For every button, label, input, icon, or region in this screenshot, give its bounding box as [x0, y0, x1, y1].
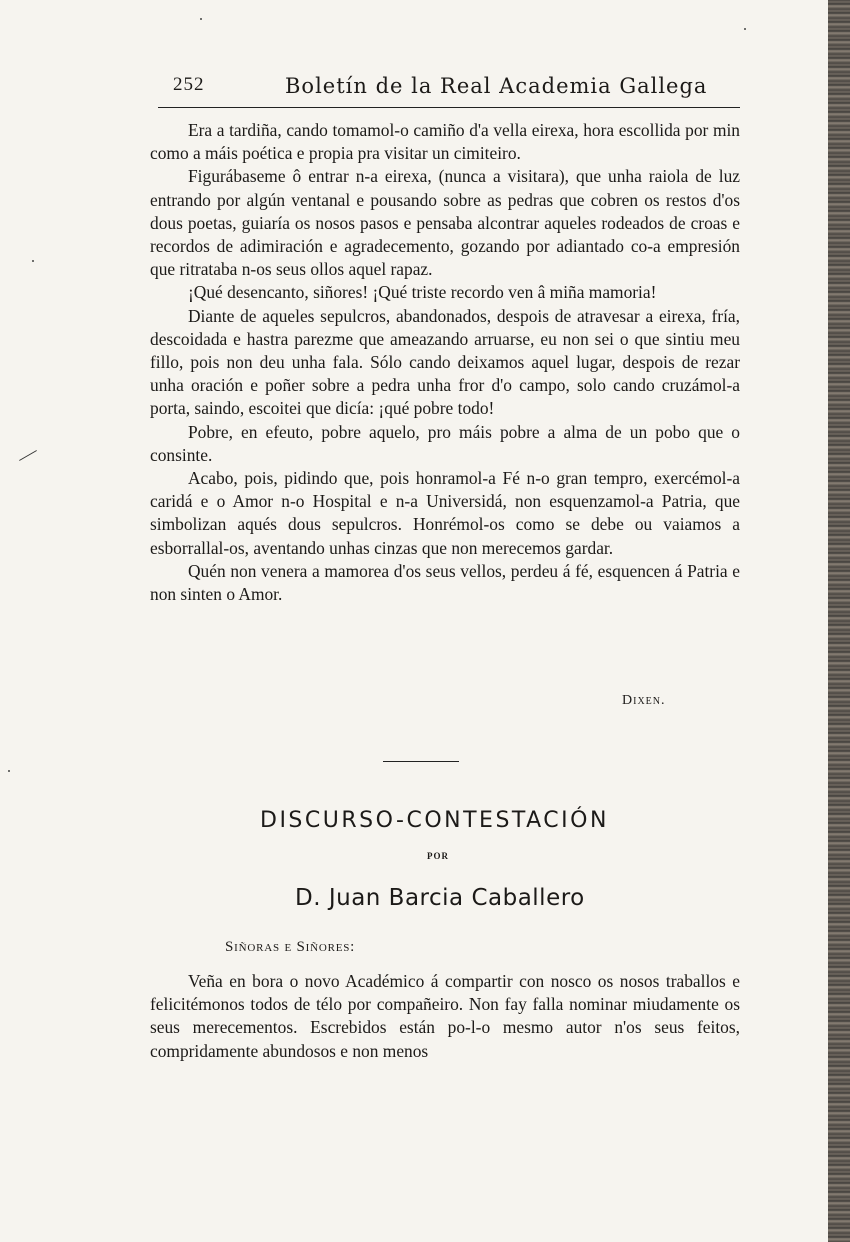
by-label: POR — [427, 851, 449, 861]
paragraph: Figurábaseme ô entrar n-a eirexa, (nunca a visitara), que unha raiola de luz entrando por algún ventanal e pousando sobre as pedras que cobren os restos d'os dous poetas, guiaría os nosos pasos e pensaba alcontrar aqueles rodeados de croas e recordos de adimiración e agradecemento, gozando por adiantado co-a empresión que ritrataba n-os seus ollos aquel rapaz. — [150, 166, 740, 280]
ink-speck — [200, 18, 202, 20]
paragraph: Pobre, en efeuto, pobre aquelo, pro máis pobre a alma de un pobo que o consinte. — [150, 421, 740, 465]
paragraph: Quén non venera a mamorea d'os seus vellos, perdeu á fé, esquencen á Patria e non sinten o Amor. — [150, 560, 740, 605]
signature: Dixen. — [622, 693, 666, 708]
text-block-bottom — [150, 970, 740, 1063]
header-rule — [158, 107, 740, 108]
section-divider — [383, 761, 459, 762]
running-title: Boletín de la Real Academia Gallega — [285, 74, 708, 98]
paragraph: Era a tardiña, cando tomamol-o camiño d'a vella eirexa, hora escollida por min como a máis poética e propia pra visitar un cimiteiro. — [150, 120, 740, 164]
pencil-mark — [19, 450, 37, 461]
scanned-page-edge — [828, 0, 850, 1242]
page-number: 252 — [173, 74, 205, 95]
salutation: Siñoras e Siñores: — [225, 939, 356, 955]
text-block-top — [150, 119, 740, 606]
section-heading: DISCURSO-CONTESTACIÓN — [260, 808, 609, 833]
ink-speck — [32, 260, 34, 262]
ink-speck — [744, 28, 746, 30]
ink-speck — [8, 770, 10, 772]
paragraph: Diante de aqueles sepulcros, abandonados, despois de atravesar a eirexa, fría, descoidada e hastra parezme que ameazando arruarse, eu non sei o que sintiu meu fillo, pois non deu unha fala. Sólo cando deixamos aquel lugar, despois de rezar unha oración e poñer sobre a pedra unha fror d'o campo, solo cando cruzámol-a porta, saindo, escoitei que dicía: ¡qué pobre todo! — [150, 305, 740, 419]
author-name: D. Juan Barcia Caballero — [295, 885, 585, 911]
paragraph: Acabo, pois, pidindo que, pois honramol-a Fé n-o gran tempro, exercémol-a caridá e o Amor n-o Hospital e n-a Universidá, non esquenzamol-a Patria, que simbolizan aqués dous sepulcros. Honrémol-os como se debe ou vaiamos a esborrallal-os, aventando unhas cinzas que non merecemos gardar. — [150, 468, 740, 558]
paragraph: ¡Qué desencanto, siñores! ¡Qué triste recordo ven â miña mamoria! — [188, 282, 657, 303]
paragraph: Veña en bora o novo Académico á compartir con nosco os nosos traballos e felicitémonos todos de télo por compañeiro. Non fay falla nominar miudamente os seus merecementos. Escrebidos están po-l-o mesmo autor n'os seus feitos, compridamente abundosos e non menos — [150, 971, 740, 1061]
